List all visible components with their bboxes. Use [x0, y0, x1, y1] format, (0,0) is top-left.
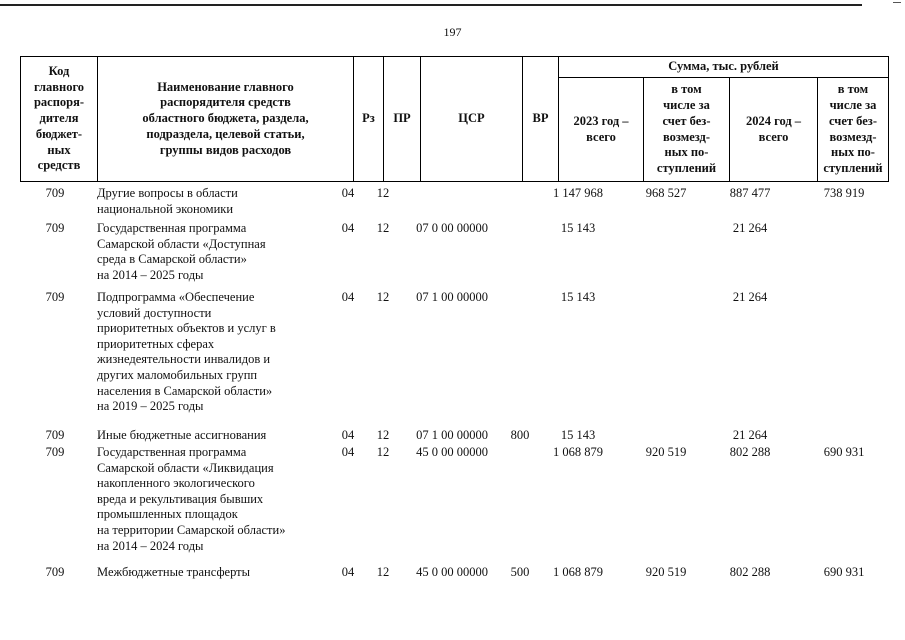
- header-sum: Сумма, тыс. рублей: [558, 56, 889, 77]
- cell-2023-free: 920 519: [645, 565, 687, 579]
- header-2024-total: 2024 год – всего: [729, 77, 817, 182]
- cell-2023-total: 15 143: [560, 428, 596, 442]
- cell-2024-free: 738 919: [823, 186, 865, 200]
- cell-pr: 12: [376, 290, 390, 304]
- cell-csr: 45 0 00 00000: [416, 445, 488, 459]
- cell-pr: 12: [376, 221, 390, 235]
- header-code: Код главного распоря- дителя бюджет- ных средств: [20, 56, 97, 182]
- cell-name: Государственная программа Самарской области «Ликвидация накопленного экологического вреда и рекультивация бывших промышленных площадок на территории Самарской области» на 2014 – 2024 годы: [97, 445, 286, 553]
- table-body: [20, 186, 889, 606]
- cell-2024-total: 21 264: [732, 221, 768, 235]
- cell-rz: 04: [341, 186, 355, 200]
- corner-mark: [893, 2, 901, 3]
- top-rule: [0, 4, 862, 6]
- cell-csr: 07 0 00 00000: [416, 221, 488, 235]
- header-vr: ВР: [522, 56, 558, 182]
- header-csr: ЦСР: [420, 56, 522, 182]
- cell-pr: 12: [376, 428, 390, 442]
- cell-2023-total: 15 143: [560, 290, 596, 304]
- cell-csr: 45 0 00 00000: [416, 565, 488, 579]
- cell-rz: 04: [341, 428, 355, 442]
- cell-code: 709: [45, 290, 65, 304]
- cell-rz: 04: [341, 445, 355, 459]
- cell-name: Государственная программа Самарской области «Доступная среда в Самарской области» на 2014 – 2025 годы: [97, 221, 266, 282]
- cell-2023-total: 1 068 879: [553, 445, 603, 459]
- cell-pr: 12: [376, 565, 390, 579]
- cell-vr: 800: [510, 428, 530, 442]
- cell-2023-free: 920 519: [645, 445, 687, 459]
- header-2023-total: 2023 год – всего: [558, 77, 643, 182]
- header-2023-free: в том числе за счет без- возмезд- ных по- ступлений: [643, 77, 729, 182]
- cell-rz: 04: [341, 290, 355, 304]
- cell-name: Межбюджетные трансферты: [97, 565, 251, 579]
- cell-2023-free: 968 527: [645, 186, 687, 200]
- cell-2023-total: 15 143: [560, 221, 596, 235]
- header-rz: Рз: [353, 56, 383, 182]
- cell-name: Подпрограмма «Обеспечение условий доступности приоритетных объектов и услуг в приоритетных сферах жизнедеятельности инвалидов и других маломобильных групп населения в Самарской области» на 2019 – 2025 годы: [97, 290, 276, 414]
- page-number: 197: [443, 25, 462, 39]
- cell-2023-total: 1 068 879: [553, 565, 603, 579]
- cell-name: Другие вопросы в области национальной экономики: [97, 186, 238, 216]
- cell-2024-free: 690 931: [823, 565, 865, 579]
- cell-rz: 04: [341, 565, 355, 579]
- cell-csr: 07 1 00 00000: [416, 290, 488, 304]
- cell-csr: 07 1 00 00000: [416, 428, 488, 442]
- cell-code: 709: [45, 428, 65, 442]
- cell-name: Иные бюджетные ассигнования: [97, 428, 267, 442]
- cell-vr: 500: [510, 565, 530, 579]
- cell-code: 709: [45, 186, 65, 200]
- cell-2024-total: 802 288: [729, 445, 771, 459]
- header-name: Наименование главного распорядителя средств областного бюджета, раздела, подраздела, целевой статьи, группы видов расходов: [97, 56, 353, 182]
- cell-2024-total: 21 264: [732, 428, 768, 442]
- cell-pr: 12: [376, 186, 390, 200]
- header-2024-free: в том числе за счет без- возмезд- ных по- ступлений: [817, 77, 889, 182]
- cell-code: 709: [45, 221, 65, 235]
- cell-code: 709: [45, 445, 65, 459]
- cell-rz: 04: [341, 221, 355, 235]
- cell-pr: 12: [376, 445, 390, 459]
- cell-2024-total: 802 288: [729, 565, 771, 579]
- cell-2023-total: 1 147 968: [553, 186, 603, 200]
- cell-code: 709: [45, 565, 65, 579]
- cell-2024-total: 21 264: [732, 290, 768, 304]
- cell-2024-free: 690 931: [823, 445, 865, 459]
- table-header: [20, 56, 889, 182]
- cell-2024-total: 887 477: [729, 186, 771, 200]
- header-pr: ПР: [383, 56, 420, 182]
